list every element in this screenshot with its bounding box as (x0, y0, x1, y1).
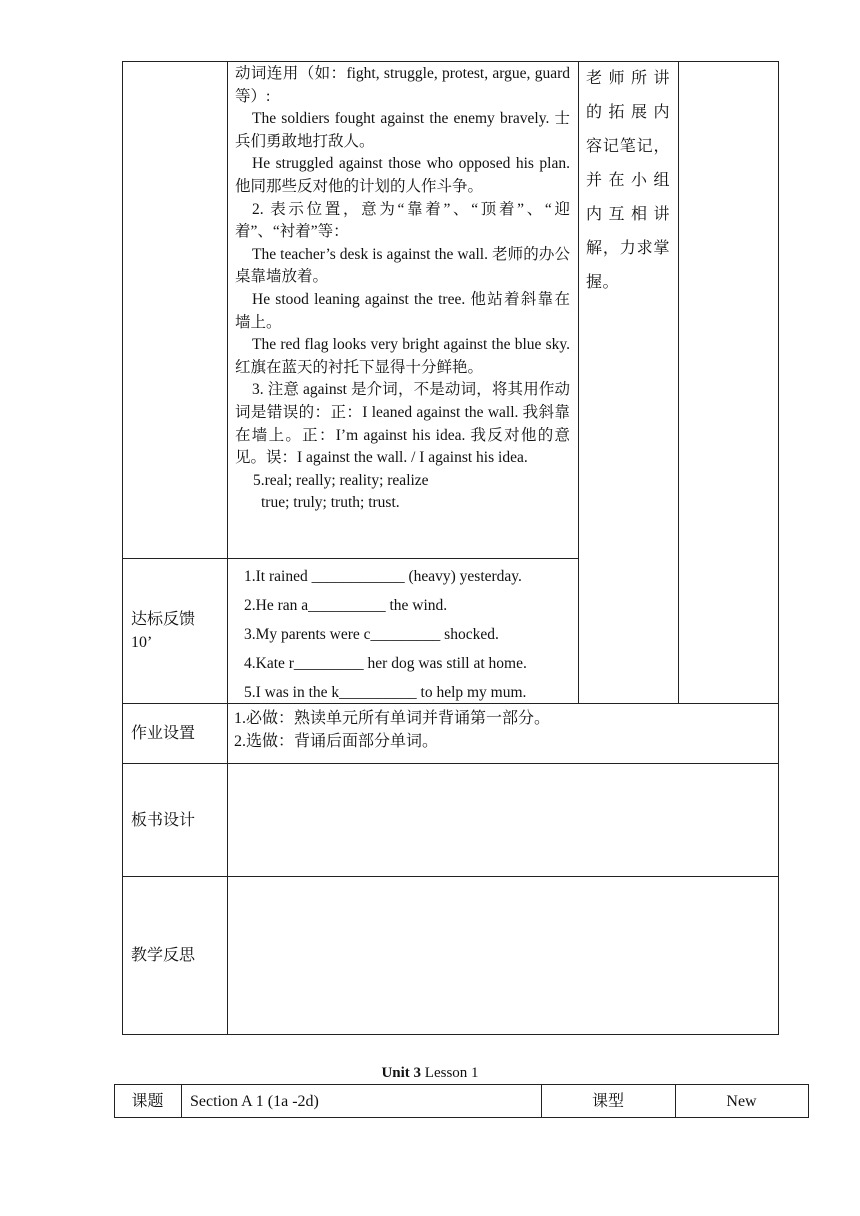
lesson-table-bottom-border (114, 1117, 809, 1118)
exercise-item: 3.My parents were c_________ shocked. (244, 626, 499, 643)
lesson-table-divider (181, 1084, 182, 1118)
notes-line: 的拓展内 (586, 104, 670, 121)
homework-label: 作业设置 (131, 725, 196, 742)
notes-line: 解，力求掌 (586, 240, 670, 257)
row-divider-content-feedback (122, 558, 578, 559)
exercise-item: 2.He ran a__________ the wind. (244, 597, 448, 614)
notes-line: 并在小组 (586, 172, 670, 189)
content-line: true; truly; truth; trust. (261, 494, 400, 512)
teaching-reflection-label: 教学反思 (131, 947, 196, 964)
table-left-border (122, 61, 123, 1035)
notes-line: 容记笔记， (586, 138, 670, 155)
lesson-type-label: 课型 (591, 1093, 624, 1110)
topic-label: 课题 (131, 1093, 164, 1110)
content-line: 3. 注意 against 是介词，不是动词，将其用作动词是错误的：正：I leaned against the wall. 我斜靠在墙上。正：I’m against his idea. 我反对他的意见。误：I against the wall. / I against his idea. (235, 381, 570, 467)
notes-line: 内互相讲 (586, 206, 670, 223)
lesson-title: Lesson 1 (424, 1065, 479, 1081)
exercise-item: 4.Kate r_________ her dog was still at home. (244, 655, 527, 672)
row-divider-board-reflection (122, 876, 779, 877)
table-bottom-border (122, 1034, 779, 1035)
content-line: He stood leaning against the tree. 他站着斜靠在墙上。 (235, 290, 570, 331)
row-divider-homework-board (122, 763, 779, 764)
table-right-border (778, 61, 779, 1035)
homework-items (234, 707, 774, 753)
content-line: He struggled against those who opposed his plan. 他同那些反对他的计划的人作斗争。 (235, 155, 570, 195)
content-line: 动词连用（如：fight, struggle, protest, argue, guard 等）: (235, 65, 570, 105)
board-design-label: 板书设计 (131, 812, 196, 829)
feedback-label (131, 608, 195, 654)
notes-column-divider (678, 61, 679, 704)
lesson-table-top-border (114, 1084, 809, 1085)
homework-item: 1.必做：熟读单元所有单词并背诵第一部分。 (234, 710, 551, 727)
lesson-content-text (235, 63, 570, 515)
topic-value: Section A 1 (1a -2d) (190, 1093, 319, 1110)
content-line: The red flag looks very bright against the blue sky. 红旗在蓝天的衬托下显得十分鲜艳。 (235, 336, 570, 376)
exercise-item: 1.It rained ____________ (heavy) yesterday. (244, 568, 522, 585)
notes-line: 老师所讲 (586, 70, 670, 87)
content-column-divider (578, 61, 579, 704)
lesson-type-value: New (726, 1093, 757, 1110)
label-column-divider (227, 61, 228, 1035)
feedback-exercises (244, 562, 574, 707)
teacher-notes (586, 62, 670, 300)
table-top-border (122, 61, 779, 62)
homework-item: 2.选做：背诵后面部分单词。 (234, 733, 439, 750)
content-line: The soldiers fought against the enemy bravely. 士兵们勇敢地打敌人。 (235, 110, 570, 150)
notes-line: 握。 (586, 274, 620, 291)
unit-title: Unit 3 (381, 1065, 422, 1081)
content-line: The teacher’s desk is against the wall. 老师的办公桌靠墙放着。 (235, 245, 570, 286)
content-line: 2. 表示位置，意为“靠着”、“顶着”、“迎着”、“衬着”等： (235, 200, 570, 241)
feedback-time: 10’ (131, 634, 153, 651)
exercise-item: 5.I was in the k__________ to help my mum. (244, 684, 527, 701)
lesson-table-right-border (808, 1084, 809, 1118)
feedback-label-text: 达标反馈 (131, 611, 196, 628)
next-lesson-title (0, 1065, 860, 1082)
content-line: 5.real; really; reality; realize (253, 471, 429, 489)
